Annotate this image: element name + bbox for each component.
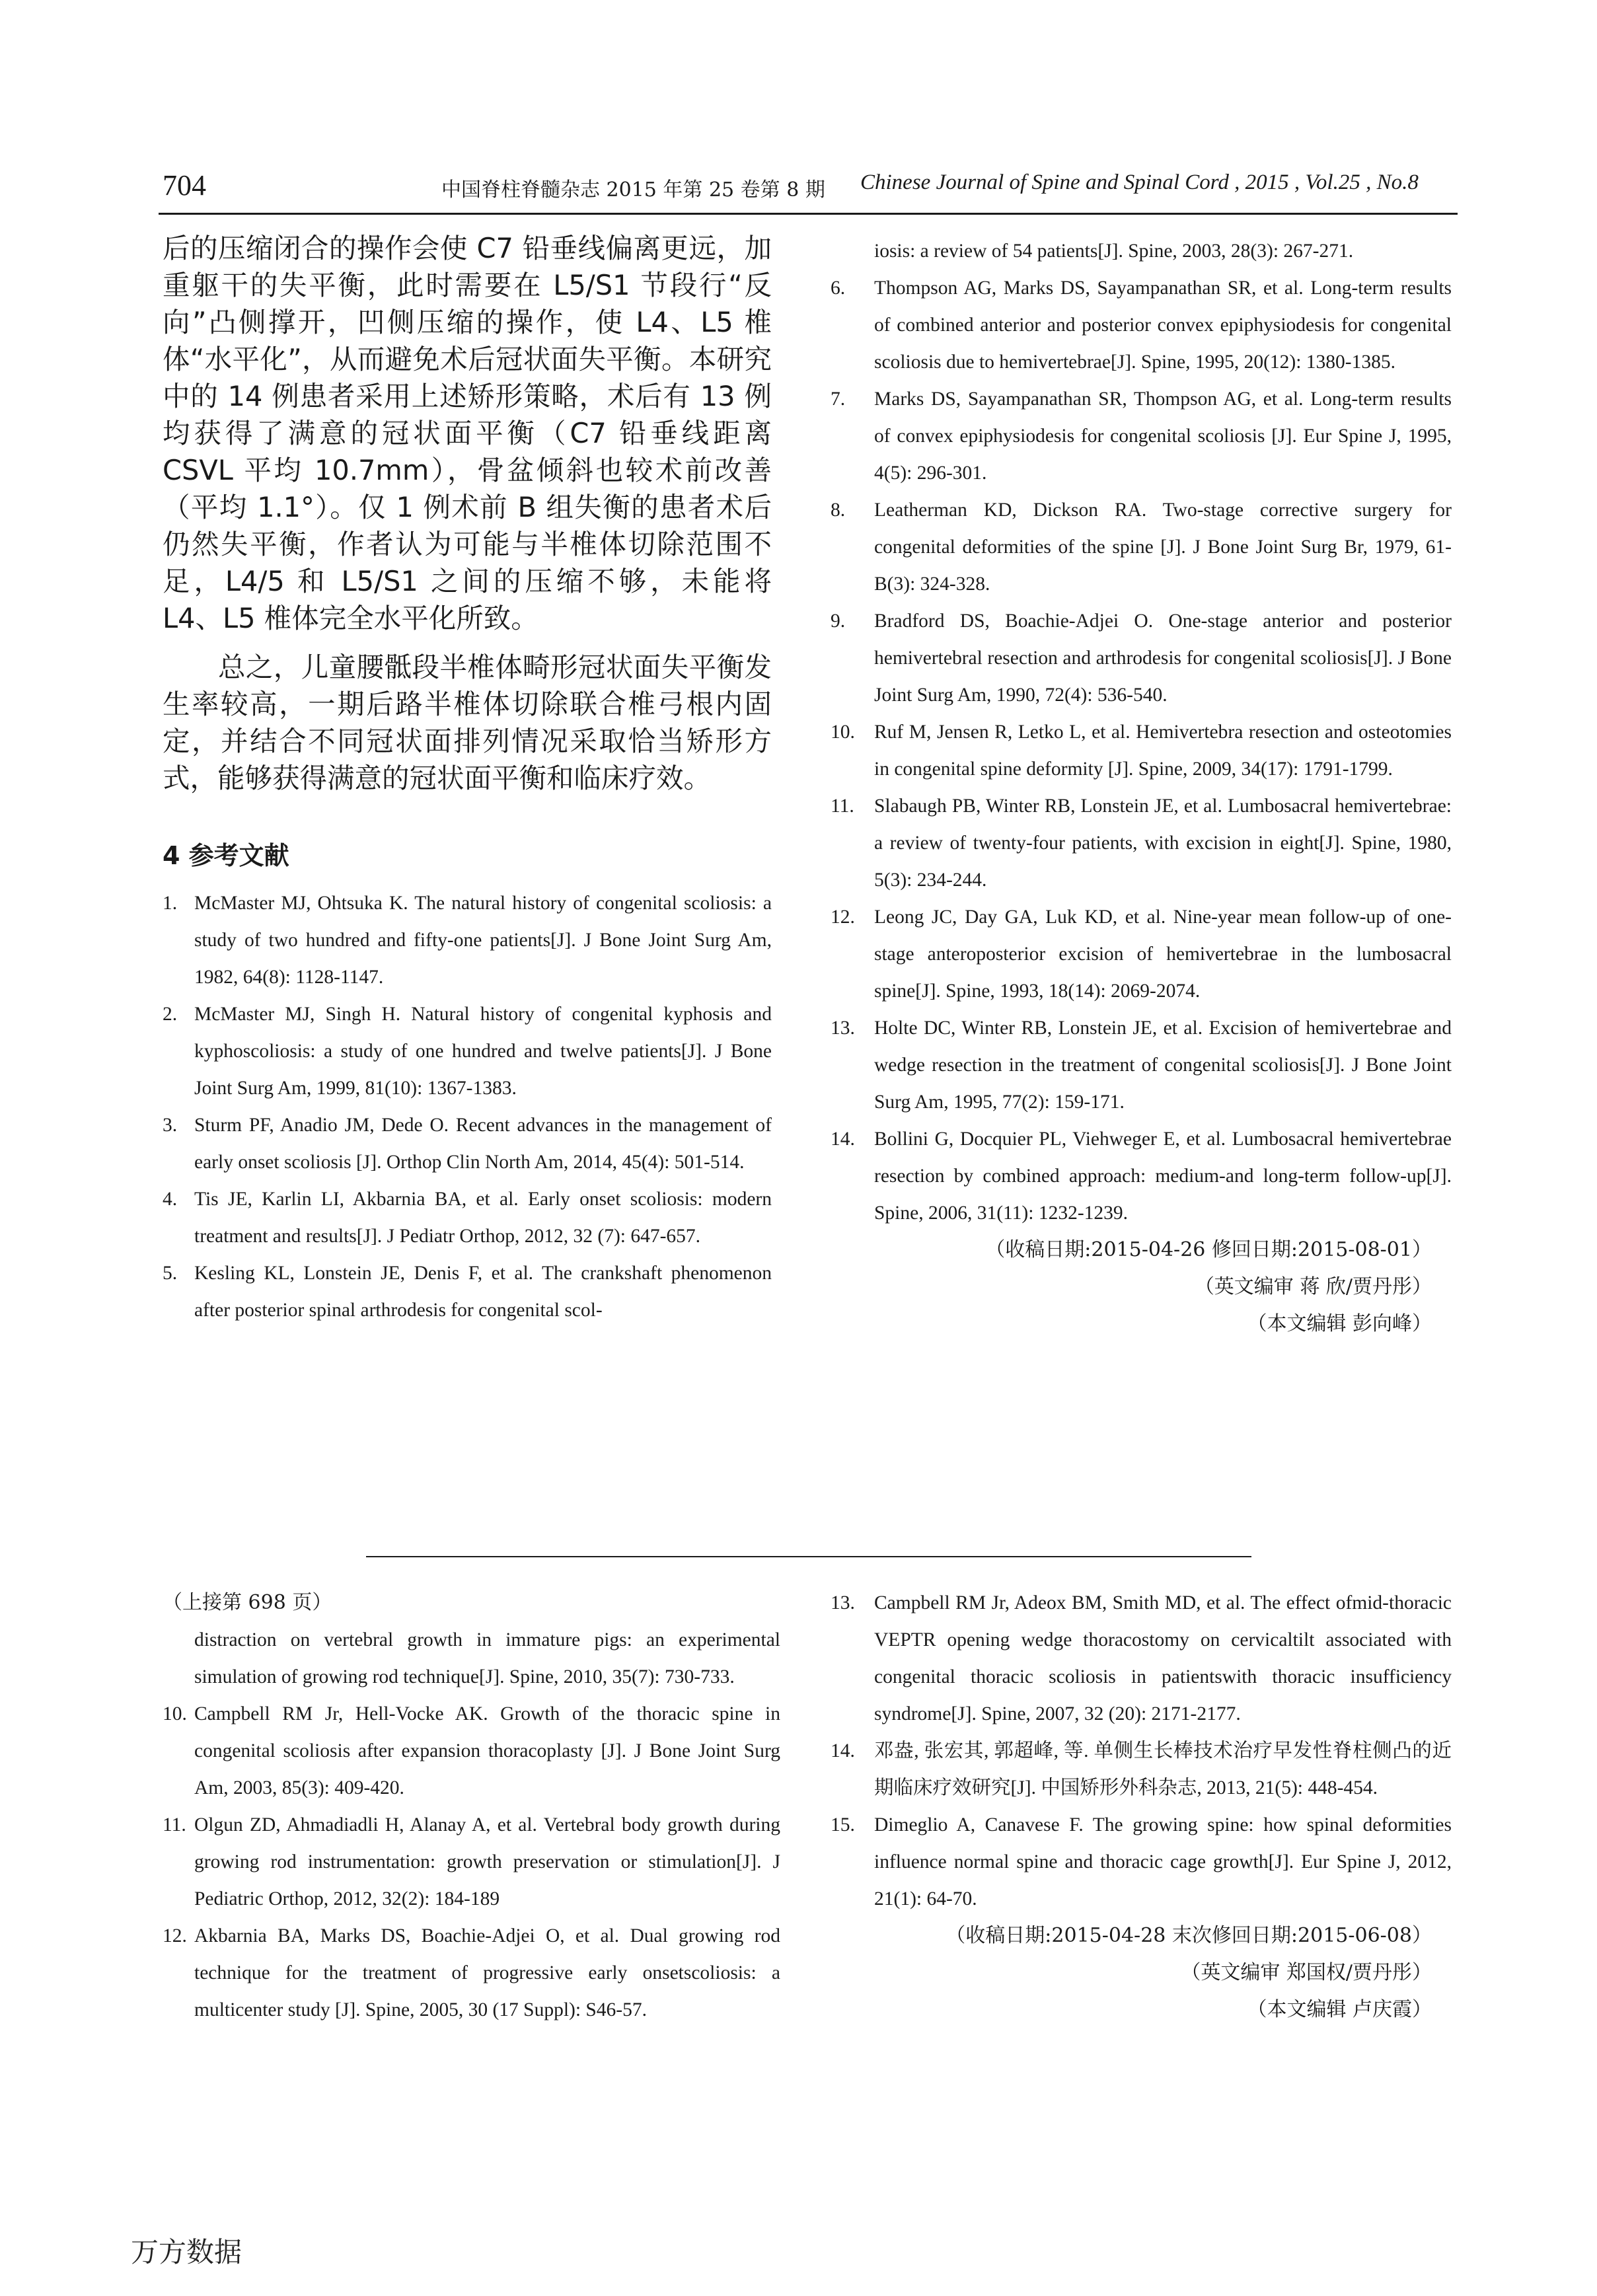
body-paragraph: 后的压缩闭合的操作会使 C7 铅垂线偏离更远，加重躯干的失平衡，此时需要在 L5/S1 节段行“反向”凸侧撑开，凹侧压缩的操作，使 L4、L5 椎体“水平化”，从而避免术后冠状面失平衡。本研究中的 14 例患者采用上述矫形策略，术后有 13 例均获得了满意的冠状面平衡（C7 铅垂线距离 CSVL 平均 10.7mm），骨盆倾斜也较术前改善（平均 1.1°）。仅 1 例术前 B 组失衡的患者术后仍然失平衡，作者认为可能与半椎体切除范围不足，L4/5 和 L5/S1 之间的压缩不够，未能将 L4、L5 椎体完全水平化所致。 (163, 232, 772, 634)
references-heading: 4 参考文献 (163, 841, 289, 870)
section-separator (366, 1556, 1251, 1557)
reference-item: 4. Tis JE, Karlin LI, Akbarnia BA, et al. Early onset scoliosis: modern treatment and results[J]. J Pediatr Orthop, 2012, 32 (7): 647-657. (163, 1189, 772, 1247)
reference-item: 12. Akbarnia BA, Marks DS, Boachie-Adjei O, et al. Dual growing rod technique for the treatment of progressive early onsetscoliosis: a multicenter study [J]. Spine, 2005, 30 (17 Suppl): S46-57. (163, 1925, 780, 2020)
reference-item: 11. Slabaugh PB, Winter RB, Lonstein JE, et al. Lumbosacral hemivertebrae: a review of twenty-four patients, with excision in eight[J]. Spine, 1980, 5(3): 234-244. (831, 796, 1452, 891)
received-date: （收稿日期:2015-04-28 末次修回日期:2015-06-08） (946, 1924, 1432, 1947)
continued-references-right (831, 1584, 1452, 2028)
footer-watermark: 万方数据 (131, 2236, 242, 2268)
reference-item: 3. Sturm PF, Anadio JM, Dede O. Recent advances in the management of early onset scoliosis [J]. Orthop Clin North Am, 2014, 45(4): 501-514. (163, 1115, 772, 1173)
header-rule (159, 213, 1458, 215)
reference-item: 11. Olgun ZD, Ahmadiadli H, Alanay A, et al. Vertebral body growth during growing rod instrumentation: growth preservation or stimulation[J]. J Pediatric Orthop, 2012, 32(2): 184-189 (163, 1814, 780, 1909)
continued-references-left (163, 1584, 780, 2028)
reference-item: 6. Thompson AG, Marks DS, Sayampanathan SR, et al. Long-term results of combined anterior and posterior convex epiphysiodesis for congenital scoliosis due to hemivertebrae[J]. Spine, 1995, 20(12): 1380-1385. (831, 278, 1452, 373)
reference-item: 9. Bradford DS, Boachie-Adjei O. One-stage anterior and posterior hemivertebral resection and arthrodesis for congenital scoliosis[J]. J Bone Joint Surg Am, 1990, 72(4): 536-540. (831, 611, 1452, 706)
reference-item: 15. Dimeglio A, Canavese F. The growing spine: how spinal deformities influence normal spine and thoracic cage growth[J]. Eur Spine J, 2012, 21(1): 64-70. (831, 1814, 1452, 1909)
reference-list (831, 270, 1452, 1232)
received-date: （收稿日期:2015-04-26 修回日期:2015-08-01） (985, 1238, 1432, 1261)
reference-item: 8. Leatherman KD, Dickson RA. Two-stage corrective surgery for congenital deformities of the spine [J]. J Bone Joint Surg Br, 1979, 61-B(3): 324-328. (831, 500, 1452, 595)
english-editor: （英文编审 蒋 欣/贾丹彤） (1194, 1275, 1432, 1298)
reference-item: 14. Bollini G, Docquier PL, Viehweger E, et al. Lumbosacral hemivertebrae resection by combined approach: medium-and long-term follow-up[J]. Spine, 2006, 31(11): 1232-1239. (831, 1129, 1452, 1224)
journal-title-cn: 中国脊柱脊髓杂志 2015 年第 25 卷第 8 期 (441, 178, 825, 202)
reference-item: 1. McMaster MJ, Ohtsuka K. The natural history of congenital scoliosis: a study of two hundred and fifty-one patients[J]. J Bone Joint Surg Am, 1982, 64(8): 1128-1147. (163, 893, 772, 988)
reference-item: 10. Ruf M, Jensen R, Letko L, et al. Hemivertebra resection and osteotomies in congenital spine deformity [J]. Spine, 2009, 34(17): 1791-1799. (831, 722, 1452, 780)
reference-item: 12. Leong JC, Day GA, Luk KD, et al. Nine-year mean follow-up of one-stage anteroposterior excision of hemivertebrae in the lumbosacral spine[J]. Spine, 1993, 18(14): 2069-2074. (831, 907, 1452, 1002)
reference-item: 14. 邓盎, 张宏其, 郭超峰, 等. 单侧生长棒技术治疗早发性脊柱侧凸的近期临床疗效研究[J]. 中国矫形外科杂志, 2013, 21(5): 448-454. (831, 1740, 1452, 1798)
reference-continuation: iosis: a review of 54 patients[J]. Spine, 2003, 28(3): 267-271. (874, 241, 1354, 262)
reference-list (163, 1695, 780, 2028)
page-number: 704 (163, 169, 206, 202)
reference-item: 2. McMaster MJ, Singh H. Natural history of congenital kyphosis and kyphoscoliosis: a study of one hundred and twelve patients[J]. J Bone Joint Surg Am, 1999, 81(10): 1367-1383. (163, 1004, 772, 1099)
reference-item: 13. Holte DC, Winter RB, Lonstein JE, et al. Excision of hemivertebrae and wedge resection in the treatment of congenital scoliosis[J]. J Bone Joint Surg Am, 1995, 77(2): 159-171. (831, 1018, 1452, 1113)
right-column (831, 233, 1452, 1343)
reference-continuation: distraction on vertebral growth in immature pigs: an experimental simulation of growing rod technique[J]. Spine, 2010, 35(7): 730-733. (194, 1629, 780, 1687)
article-editor: （本文编辑 卢庆霞） (1247, 1998, 1432, 2021)
left-column (163, 230, 772, 1329)
journal-title-en: Chinese Journal of Spine and Spinal Cord , 2015 , Vol.25 , No.8 (860, 170, 1419, 194)
reference-list (831, 1584, 1452, 1917)
reference-item: 5. Kesling KL, Lonstein JE, Denis F, et al. The crankshaft phenomenon after posterior spinal arthrodesis for congenital scol- (163, 1263, 772, 1321)
continued-from-note: （上接第 698 页） (163, 1591, 332, 1614)
article-editor: （本文编辑 彭向峰） (1247, 1312, 1432, 1335)
english-editor: （英文编审 郑国权/贾丹彤） (1181, 1961, 1432, 1984)
reference-item: 7. Marks DS, Sayampanathan SR, Thompson AG, et al. Long-term results of convex epiphysiodesis for congenital scoliosis [J]. Eur Spine J, 1995, 4(5): 296-301. (831, 389, 1452, 484)
body-paragraph: 总之，儿童腰骶段半椎体畸形冠状面失平衡发生率较高，一期后路半椎体切除联合椎弓根内固定，并结合不同冠状面排列情况采取恰当矫形方式，能够获得满意的冠状面平衡和临床疗效。 (163, 651, 772, 794)
reference-list (163, 885, 772, 1329)
reference-item: 13. Campbell RM Jr, Adeox BM, Smith MD, et al. The effect ofmid-thoracic VEPTR opening wedge thoracostomy on cervicaltilt associated with congenital thoracic scoliosis in patientswith thoracic insufficiency syndrome[J]. Spine, 2007, 32 (20): 2171-2177. (831, 1592, 1452, 1724)
reference-item: 10. Campbell RM Jr, Hell-Vocke AK. Growth of the thoracic spine in congenital scoliosis after expansion thoracoplasty [J]. J Bone Joint Surg Am, 2003, 85(3): 409-420. (163, 1703, 780, 1798)
